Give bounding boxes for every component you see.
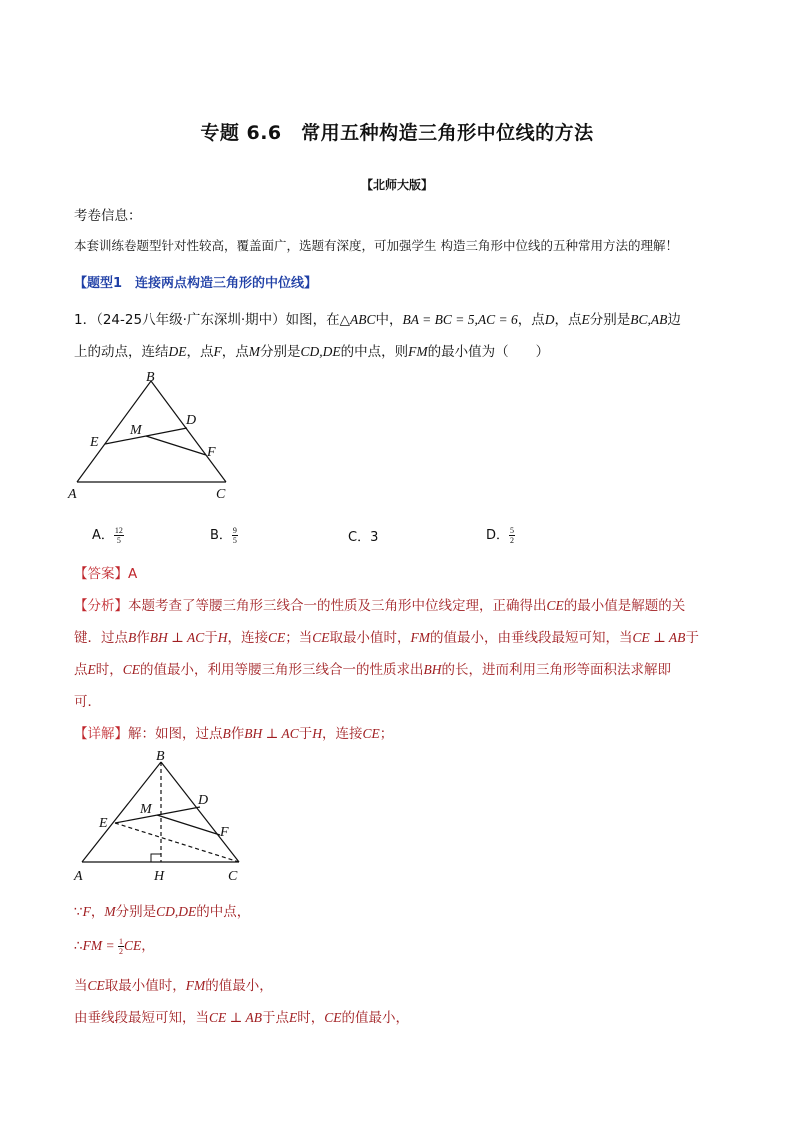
analysis-line-1: 【分析】本题考查了等腰三角形三线合一的性质及三角形中位线定理，正确得出CE的最小值是解题的关 [74, 598, 686, 614]
step-line-3: 当CE取最小值时，FM的值最小， [74, 978, 273, 994]
option-a[interactable]: A． $\frac{12}{5}$ [92, 526, 123, 545]
label-d: D [186, 413, 197, 428]
label-b: B [156, 749, 165, 764]
detail-label: 【详解】 [74, 726, 128, 742]
step-line-4: 由垂线段最短可知，当CE ⊥ AB于点E时，CE的值最小， [74, 1010, 409, 1026]
analysis-line-4: 可． [74, 694, 101, 710]
section-heading: 【题型1 连接两点构造三角形的中位线】 [74, 276, 318, 291]
question-line-1: 1．（24-25八年级·广东深圳·期中）如图，在△ABC中，BA = BC = 5,AC = 6，点D，点E分别是BC,AB边 [74, 312, 681, 328]
label-b: B [146, 370, 155, 385]
label-a: A [74, 869, 83, 884]
analysis-line-2: 键．过点B作BH ⊥ AC于H，连接CE；当CE取最小值时，FM的值最小，由垂线段最短可知，当CE ⊥ AB于 [74, 630, 699, 646]
label-a: A [68, 487, 77, 502]
label-e: E [90, 435, 99, 450]
triangle-figure-2 [72, 744, 252, 888]
question-source: （24-25八年级·广东深圳·期中） [96, 312, 286, 328]
question-line-2: 上的动点，连结DE，点F，点M分别是CD,DE的中点，则FM的最小值为（ ） [74, 344, 550, 360]
label-m: M [130, 423, 142, 438]
answer-label: 【答案】 [74, 566, 128, 582]
page-title: 专题 6.6 常用五种构造三角形中位线的方法 [200, 122, 594, 144]
option-c[interactable]: C．3 [348, 530, 379, 545]
right-angle-mark [151, 854, 161, 862]
option-b[interactable]: B． $\frac{9}{5}$ [210, 526, 237, 545]
triangle-figure-1 [66, 366, 246, 506]
question-number: 1． [74, 312, 97, 328]
step-line-2: ∴FM = $\frac{1}{2}$ CE， [74, 936, 155, 956]
analysis-label: 【分析】 [74, 598, 128, 614]
segment-mf [146, 436, 206, 455]
edition-label: 【北师大版】 [360, 178, 433, 192]
condition: BA = BC = 5,AC = 6 [402, 312, 518, 327]
label-f: F [220, 825, 229, 840]
triangle-symbol: △ [339, 312, 351, 328]
detail-line-1: 【详解】解：如图，过点B作BH ⊥ AC于H，连接CE； [74, 726, 394, 742]
step-line-1: ∵F，M分别是CD,DE的中点， [74, 904, 251, 920]
label-c: C [228, 869, 238, 884]
analysis-line-3: 点E时，CE的值最小，利用等腰三角形三线合一的性质求出BH的长，进而利用三角形等面积法求解即 [74, 662, 672, 678]
exam-info-label: 考卷信息： [74, 208, 142, 224]
label-f: F [207, 445, 216, 460]
answer-value: A [128, 566, 138, 582]
intro-text: 本套训练卷题型针对性较高，覆盖面广，选题有深度，可加强学生 构造三角形中位线的五种常用方法的理解！ [74, 238, 678, 253]
option-d[interactable]: D． $\frac{5}{2}$ [486, 526, 515, 545]
fraction-one-half: $\frac{1}{2}$ [118, 936, 123, 956]
answer-line [74, 562, 137, 582]
label-m: M [140, 802, 152, 817]
side-bc [151, 381, 226, 482]
label-c: C [216, 487, 226, 502]
label-h: H [154, 869, 165, 884]
label-d: D [198, 793, 209, 808]
label-e: E [99, 816, 108, 831]
